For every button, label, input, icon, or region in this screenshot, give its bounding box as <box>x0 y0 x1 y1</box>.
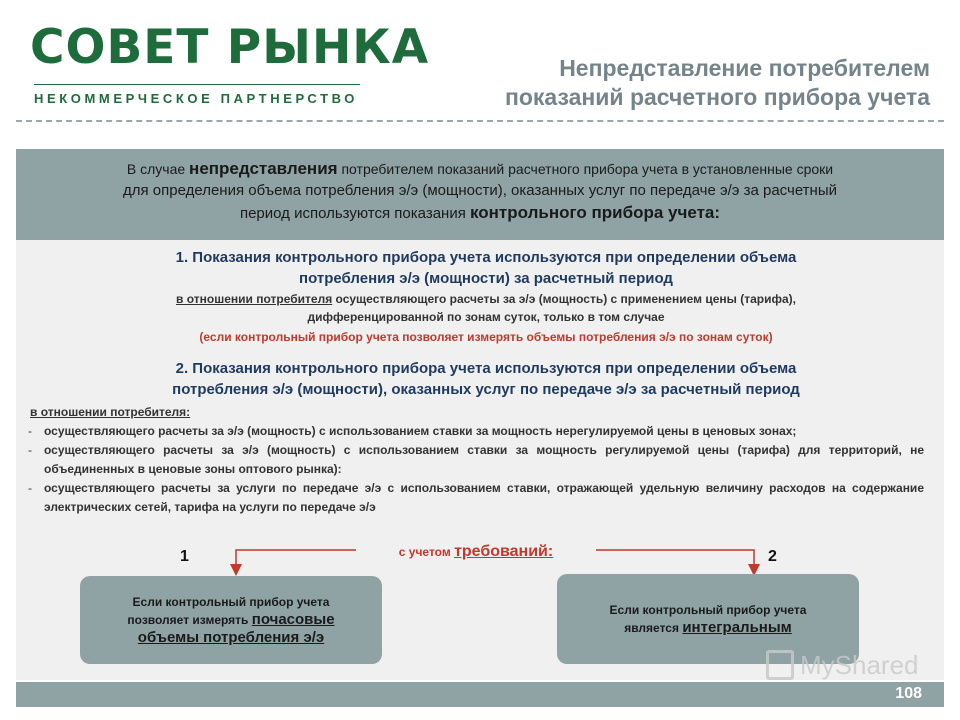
intro-text: период используются показания <box>239 205 466 222</box>
branch-number-2: 2 <box>768 548 777 565</box>
page-title <box>410 54 930 112</box>
card2-line2 <box>610 619 807 637</box>
point1-title-line1: 1. Показания контрольного прибора учета используются при определении объема <box>175 249 797 266</box>
point1-subtext <box>56 290 916 326</box>
footer-band <box>16 682 944 707</box>
point1-sub-underlined: в отношении потребителя <box>176 292 333 306</box>
card2-line1: Если контрольный прибор учета <box>609 603 807 617</box>
intro-text: В случае <box>126 161 186 177</box>
card1-line1: Если контрольный прибор учета <box>132 595 330 609</box>
watermark-icon <box>766 650 794 680</box>
intro-line2: для определения объема потребления э/э (мощности), оказанных услуг по передаче э/э за расчетный <box>123 182 837 199</box>
card1-text: позволяет измерять <box>127 613 249 627</box>
point2-list <box>24 422 924 517</box>
card1-line2 <box>127 611 334 629</box>
card1-emphasis: почасовые <box>251 611 335 628</box>
point1-sub-text: осуществляющего расчеты за э/э (мощность) с применением цены (тарифа), <box>332 292 796 306</box>
page-title-line2: показаний расчетного прибора учета <box>504 84 930 110</box>
requirements-emphasis: требований: <box>454 543 554 560</box>
point2-title-line1: 2. Показания контрольного прибора учета используются при определении объема <box>175 360 797 377</box>
intro-box <box>16 149 944 240</box>
intro-line3 <box>16 202 944 225</box>
point1-condition: (если контрольный прибор учета позволяет измерять объемы потребления э/э по зонам суток) <box>199 330 773 344</box>
condition-card-1 <box>80 576 382 664</box>
intro-line1 <box>16 149 944 180</box>
logo-text: СОВЕТ РЫНКА <box>30 20 430 75</box>
logo-divider <box>34 84 360 85</box>
header-divider <box>16 120 944 122</box>
requirements-label <box>356 543 596 561</box>
point1-sub-line2: дифференцированной по зонам суток, только в том случае <box>307 310 665 324</box>
point2-title-line2: потребления э/э (мощности), оказанных услуг по передаче э/э за расчетный период <box>172 381 800 398</box>
point1-title <box>76 247 896 289</box>
intro-emphasis: непредставления <box>189 159 338 178</box>
logo-subtitle: НЕКОММЕРЧЕСКОЕ ПАРТНЕРСТВО <box>34 91 358 106</box>
content-area <box>16 240 944 680</box>
page-number: 108 <box>895 685 922 702</box>
intro-text: потребителем показаний расчетного прибора учета в установленные сроки <box>341 161 834 177</box>
point1-sub-line1 <box>56 290 916 308</box>
point2-title <box>66 358 906 400</box>
page-title-line1: Непредставление потребителем <box>559 55 930 81</box>
watermark <box>766 650 919 682</box>
list-item: - осуществляющего расчеты за э/э (мощность) с использованием ставки за мощность регулируемой цены (тарифа) для территорий, не объединенных в ценовые зоны оптового рынка): <box>24 441 924 479</box>
card1-line3: объемы потребления э/э <box>137 629 325 646</box>
point2-lead: в отношении потребителя: <box>30 405 191 419</box>
list-item: - осуществляющего расчеты за э/э (мощность) с использованием ставки за мощность нерегулируемой цены в ценовых зонах; <box>24 422 924 441</box>
arrow-left <box>236 550 356 570</box>
point1-title-line2: потребления э/э (мощности) за расчетный период <box>299 270 673 287</box>
arrow-right <box>596 550 754 570</box>
list-item: - осуществляющего расчеты за услуги по передаче э/э с использованием ставки, отражающей удельную величину расходов на содержание электрических сетей, тарифа на услуги по передаче э/э <box>24 479 924 517</box>
branch-number-1: 1 <box>180 548 189 565</box>
watermark-text: MyShared <box>800 650 919 680</box>
requirements-text: с учетом <box>398 545 451 559</box>
card2-text: является <box>624 621 679 635</box>
intro-emphasis: контрольного прибора учета: <box>470 203 721 222</box>
card2-emphasis: интегральным <box>682 619 792 636</box>
